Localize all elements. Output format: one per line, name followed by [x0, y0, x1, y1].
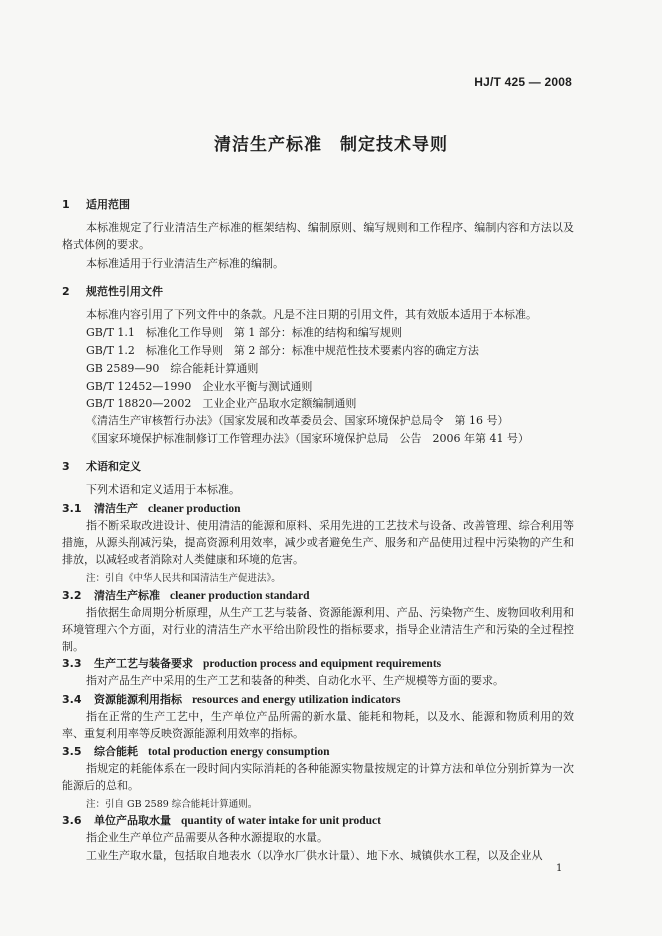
term-zh: 资源能源利用指标	[94, 693, 182, 706]
subsection-number: 3.5	[62, 745, 82, 758]
section-3-heading	[62, 458, 141, 474]
term-zh: 综合能耗	[94, 745, 138, 758]
definition-3-6-paragraph-2: 工业生产取水量，包括取自地表水（以净水厂供水计量）、地下水、城镇供水工程，以及企业从	[86, 849, 543, 862]
term-en: resources and energy utilization indicators	[192, 694, 401, 706]
section-3-paragraph-1: 下列术语和定义适用于本标准。	[86, 483, 240, 496]
definition-3-5: 指规定的耗能体系在一段时间内实际消耗的各种能源实物量按规定的计算方法和单位分别折算为一次能源后的总和。	[62, 762, 574, 792]
subsection-3-1-heading	[62, 500, 241, 516]
definition-3-6-paragraph-1: 指企业生产单位产品需要从各种水源提取的水量。	[86, 831, 328, 844]
term-zh: 单位产品取水量	[94, 814, 171, 827]
subsection-3-2-heading	[62, 587, 310, 603]
subsection-3-6-heading	[62, 812, 381, 828]
normative-reference: GB/T 1.1 标准化工作导则 第 1 部分：标准的结构和编写规则	[86, 326, 402, 339]
normative-reference: 《国家环境保护标准制修订工作管理办法》（国家环境保护总局 公告 2006 年第 41 号）	[86, 432, 529, 445]
section-1-heading	[62, 196, 130, 212]
definition-3-1: 指不断采取改进设计、使用清洁的能源和原料、采用先进的工艺技术与设备、改善管理、综合利用等措施，从源头削减污染，提高资源利用效率，减少或者避免生产、服务和产品使用过程中污染物的产生和排放，以减轻或者消除对人类健康和环境的危害。	[62, 519, 574, 566]
section-number: 3	[62, 460, 70, 473]
section-2-paragraph-1: 本标准内容引用了下列文件中的条款。凡是不注日期的引用文件，其有效版本适用于本标准。	[86, 308, 537, 321]
term-zh: 生产工艺与装备要求	[94, 657, 193, 670]
normative-reference: 《清洁生产审核暂行办法》（国家发展和改革委员会、国家环境保护总局令 第 16 号）	[86, 414, 509, 427]
section-number: 2	[62, 285, 70, 298]
standard-code: HJ/T 425 — 2008	[474, 75, 572, 89]
normative-reference: GB/T 12452—1990 企业水平衡与测试通则	[86, 380, 313, 393]
definition-3-4: 指在正常的生产工艺中，生产单位产品所需的新水量、能耗和物耗，以及水、能源和物质利用的效率、重复利用率等反映资源能源利用效率的指标。	[62, 710, 574, 740]
page-number: 1	[556, 863, 563, 874]
section-2-heading	[62, 283, 163, 299]
subsection-3-5-heading	[62, 743, 330, 759]
subsection-3-4-heading	[62, 691, 400, 707]
term-en: production process and equipment requirements	[203, 658, 442, 670]
section-1-paragraph-2: 本标准适用于行业清洁生产标准的编制。	[86, 257, 284, 270]
term-en: cleaner production	[148, 503, 241, 515]
note-3-1: 注：引自《中华人民共和国清洁生产促进法》。	[86, 573, 281, 584]
document-title: 清洁生产标准 制定技术导则	[214, 135, 448, 155]
normative-reference: GB 2589—90 综合能耗计算通则	[86, 362, 259, 375]
subsection-3-3-heading	[62, 655, 441, 671]
subsection-number: 3.1	[62, 502, 82, 515]
subsection-number: 3.2	[62, 589, 82, 602]
section-title: 术语和定义	[86, 460, 141, 473]
term-en: cleaner production standard	[170, 590, 310, 602]
section-1-paragraph-1: 本标准规定了行业清洁生产标准的框架结构、编制原则、编写规则和工作程序、编制内容和方法以及格式体例的要求。	[62, 221, 574, 251]
section-number: 1	[62, 198, 70, 211]
term-zh: 清洁生产	[94, 502, 138, 515]
normative-reference: GB/T 18820—2002 工业企业产品取水定额编制通则	[86, 397, 357, 410]
term-en: quantity of water intake for unit product	[181, 815, 381, 827]
subsection-number: 3.3	[62, 657, 82, 670]
section-title: 适用范围	[86, 198, 130, 211]
term-en: total production energy consumption	[148, 746, 330, 758]
definition-3-3: 指对产品生产中采用的生产工艺和装备的种类、自动化水平、生产规模等方面的要求。	[86, 674, 504, 687]
normative-reference: GB/T 1.2 标准化工作导则 第 2 部分：标准中规范性技术要素内容的确定方法	[86, 344, 479, 357]
definition-3-2: 指依据生命周期分析原理，从生产工艺与装备、资源能源利用、产品、污染物产生、废物回收利用和环境管理六个方面，对行业的清洁生产水平给出阶段性的指标要求，指导企业清洁生产和污染的全过程控制。	[62, 606, 574, 653]
section-title: 规范性引用文件	[86, 285, 163, 298]
subsection-number: 3.6	[62, 814, 82, 827]
subsection-number: 3.4	[62, 693, 82, 706]
term-zh: 清洁生产标准	[94, 589, 160, 602]
note-3-5: 注：引自 GB 2589 综合能耗计算通则。	[86, 799, 258, 810]
